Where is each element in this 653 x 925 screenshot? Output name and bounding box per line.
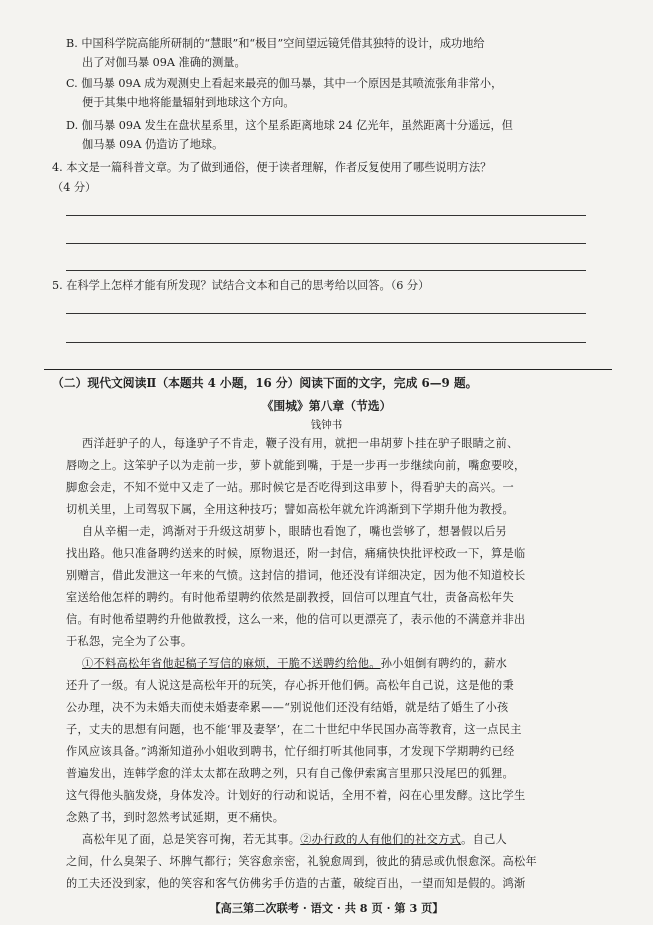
passage-p4-line3: 的工夫还没到家，他的笑容和客气仿佛劣手仿造的古董，破绽百出，一望而知是假的。鸿渐 bbox=[66, 877, 526, 890]
answer-line-q4-1[interactable] bbox=[66, 215, 586, 216]
question-4-text: 4. 本文是一篇科普文章。为了做到通俗，便于读者理解，作者反复使用了哪些说明方法？ bbox=[52, 161, 492, 174]
answer-line-q5-2[interactable] bbox=[66, 342, 586, 343]
passage-p2-line5: 信。有时他希望聘约升他做教授，这么一来，他的信可以更漂亮了，表示他的不满意并非出 bbox=[66, 613, 526, 626]
answer-line-q5-1[interactable] bbox=[66, 313, 586, 314]
passage-p1-line2: 唇吻之上。这笨驴子以为走前一步，萝卜就能到嘴，于是一步再一步继续向前，嘴愈要咬， bbox=[66, 459, 526, 472]
passage-p2-line1: 自从辛楣一走，鸿渐对于升级这胡萝卜，眼睛也看饱了，嘴也尝够了，想暑假以后另 bbox=[82, 525, 508, 538]
option-d-line1: D. 伽马暴 09A 发生在盘状星系里，这个星系距离地球 24 亿光年，虽然距离十分遥远，但 bbox=[66, 119, 513, 132]
passage-p3-line5: 作风应该具备。”鸿渐知道孙小姐收到聘书，忙仔细打听其他同事，才发现下学期聘约已经 bbox=[66, 745, 515, 758]
passage-p3-line4: 子，丈夫的思想有问题，也不能‘罪及妻孥’，在二十世纪中华民国办高等教育，这一点民主 bbox=[66, 723, 522, 736]
underlined-sentence-1: ①不料高松年省他起稿子写信的麻烦，干脆不送聘约给他。 bbox=[82, 657, 381, 670]
question-5-text: 5. 在科学上怎样才能有所发现？试结合文本和自己的思考给以回答。（6 分） bbox=[52, 279, 430, 292]
section-heading: （二）现代文阅读Ⅱ（本题共 4 小题，16 分）阅读下面的文字，完成 6—9 题。 bbox=[52, 376, 478, 390]
passage-p2-line4: 室送给他怎样的聘约。有时他希望聘约依然是副教授，回信可以理直气壮，责备高松年失 bbox=[66, 591, 515, 604]
p3-line1-rest: 孙小姐倒有聘约的，薪水 bbox=[380, 657, 508, 670]
passage-p4-line1 bbox=[82, 832, 591, 848]
passage-p3-line7: 这气得他头脑发烧，身体发冷。计划好的行动和说话，全用不着，闷在心里发酵。这比学生 bbox=[66, 789, 526, 802]
answer-line-q4-3[interactable] bbox=[66, 270, 586, 271]
underlined-sentence-2: ②办行政的人有他们的社交方式 bbox=[300, 833, 462, 846]
answer-line-q4-2[interactable] bbox=[66, 243, 586, 244]
passage-p2-line6: 于私怨，完全为了公事。 bbox=[66, 635, 193, 648]
passage-p3-line2: 还升了一级。有人说这是高松年开的玩笑，存心拆开他们俩。高松年自己说，这是他的秉 bbox=[66, 679, 515, 692]
p4-line1-end: 。自己人 bbox=[461, 833, 508, 846]
option-c-line1: C. 伽马暴 09A 成为观测史上看起来最亮的伽马暴，其中一个原因是其喷流张角非常小， bbox=[66, 77, 503, 90]
option-d-line2: 伽马暴 09A 仍造访了地球。 bbox=[82, 138, 224, 151]
passage-author: 钱钟书 bbox=[310, 419, 343, 431]
option-b-line2: 出了对伽马暴 09A 准确的测量。 bbox=[82, 56, 246, 69]
p4-line1-start: 高松年见了面，总是笑容可掬，若无其事。 bbox=[82, 833, 301, 846]
passage-p3-line6: 普遍发出，连韩学愈的洋太太都在敌聘之列，只有自己像伊索寓言里那只没尾巴的狐狸。 bbox=[66, 767, 515, 780]
passage-p4-line2: 之间，什么臭架子、坏脾气都行；笑容愈亲密，礼貌愈周到，彼此的猜忌或仇恨愈深。高松年 bbox=[66, 855, 537, 868]
passage-p1-line4: 切机关里，上司驾驭下属，全用这种技巧；譬如高松年就允许鸿渐到下学期升他为教授。 bbox=[66, 503, 515, 516]
option-c-line2: 便于其集中地将能量辐射到地球这个方向。 bbox=[82, 96, 295, 109]
passage-title: 《围城》第八章（节选） bbox=[261, 399, 392, 413]
passage-p3-line3: 公办理，决不为未婚夫而使未婚妻牵累——“别说他们还没有结婚，就是结了婚生了小孩 bbox=[66, 701, 509, 714]
page-footer: 【高三第二次联考 · 语文 · 共 8 页 · 第 3 页】 bbox=[209, 901, 444, 915]
passage-p1-line3: 脚愈会走，不知不觉中又走了一站。那时候它是否吃得到这串萝卜，得看驴夫的高兴。一 bbox=[66, 481, 515, 494]
passage-p1-line1: 西洋赶驴子的人，每逢驴子不肯走，鞭子没有用，就把一串胡萝卜挂在驴子眼睛之前、 bbox=[82, 437, 519, 450]
passage-p2-line3: 别赠言，借此发泄这一年来的气愤。这封信的措词，他还没有详细决定，因为他不知道校长 bbox=[66, 569, 526, 582]
question-4-score: （4 分） bbox=[52, 181, 97, 194]
passage-p3-line1 bbox=[82, 656, 591, 672]
option-b-line1: B. 中国科学院高能所研制的“慧眼”和“极目”空间望远镜凭借其独特的设计，成功地给 bbox=[66, 37, 485, 50]
section-divider bbox=[44, 369, 612, 370]
passage-p3-line8: 念熟了书，到时忽然考试延期，更不痛快。 bbox=[66, 811, 285, 824]
passage-p2-line2: 找出路。他只准备聘约送来的时候，原物退还，附一封信，痛痛快快批评校政一下，算是临 bbox=[66, 547, 526, 560]
